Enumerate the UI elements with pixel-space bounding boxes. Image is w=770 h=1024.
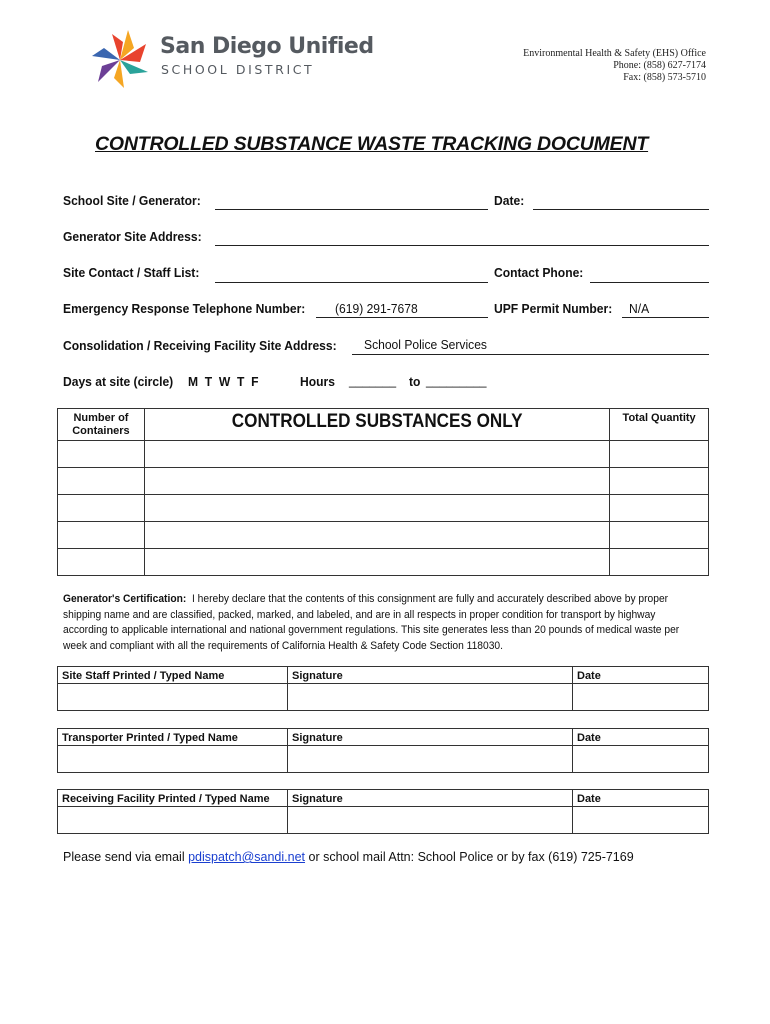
office-phone: Phone: (858) 627-7174 <box>613 60 706 71</box>
containers-cell[interactable] <box>58 522 145 549</box>
name-input[interactable] <box>58 684 288 711</box>
containers-cell[interactable] <box>58 495 145 522</box>
signature-input-row <box>58 746 709 773</box>
date-label-cell: Date <box>573 790 709 807</box>
table-row <box>58 522 709 549</box>
total-quantity-header: Total Quantity <box>610 409 709 441</box>
quantity-cell[interactable] <box>610 441 709 468</box>
signature-input-row <box>58 807 709 834</box>
contact-phone-field[interactable] <box>590 282 709 283</box>
containers-cell[interactable] <box>58 468 145 495</box>
date-input[interactable] <box>573 807 709 834</box>
name-input[interactable] <box>58 746 288 773</box>
signature-label-cell: Signature <box>288 729 573 746</box>
date-label-cell: Date <box>573 667 709 684</box>
signature-header-row <box>58 667 709 684</box>
substance-cell[interactable] <box>144 441 609 468</box>
quantity-cell[interactable] <box>610 549 709 576</box>
signature-label-cell: Signature <box>288 790 573 807</box>
footer-prefix: Please send via email <box>63 850 189 864</box>
certification-text: I hereby declare that the contents of this consignment are fully and accurately described above by proper shipping name and are classified, packed, marked, and labeled, and are in all respects in proper condition for transport by highway according to applicable international and national government regulations. This site generates less than 20 pounds of medical waste per week and compliant with all the requirements of California Health & Safety Code Section 118030. <box>63 593 680 652</box>
footer-suffix: or school mail Attn: School Police or by fax (619) 725-7169 <box>305 850 634 864</box>
substance-cell[interactable] <box>144 522 609 549</box>
transporter-signature-block <box>57 728 709 773</box>
days-options[interactable]: M T W T F <box>188 374 259 389</box>
date-label-cell: Date <box>573 729 709 746</box>
generator-certification <box>63 592 690 654</box>
signature-input[interactable] <box>288 807 573 834</box>
email-link[interactable]: pdispatch@sandi.net <box>188 850 306 864</box>
office-name: Environmental Health & Safety (EHS) Office <box>523 48 706 59</box>
submission-instructions <box>63 850 634 864</box>
signature-input[interactable] <box>288 684 573 711</box>
controlled-substances-table <box>57 408 709 576</box>
school-site-field[interactable] <box>215 209 488 210</box>
upf-permit-field[interactable] <box>622 317 709 318</box>
table-row <box>58 549 709 576</box>
containers-header: Number of Containers <box>58 409 145 441</box>
date-label: Date: <box>494 193 525 208</box>
certification-heading: Generator's Certification: <box>63 593 187 605</box>
generator-address-field[interactable] <box>215 245 709 246</box>
name-label-cell: Transporter Printed / Typed Name <box>58 729 288 746</box>
upf-permit-value: N/A <box>629 301 650 316</box>
name-label-cell: Site Staff Printed / Typed Name <box>58 667 288 684</box>
signature-input-row <box>58 684 709 711</box>
date-input[interactable] <box>573 684 709 711</box>
hours-from-field[interactable]: _______ <box>349 373 397 388</box>
logo-subtitle: SCHOOL DISTRICT <box>161 62 315 77</box>
hours-to-field[interactable]: _________ <box>426 373 487 388</box>
ehs-office-info <box>446 48 706 84</box>
quantity-cell[interactable] <box>610 522 709 549</box>
hours-label: Hours <box>300 374 335 389</box>
signature-input[interactable] <box>288 746 573 773</box>
generator-address-label: Generator Site Address: <box>63 229 202 244</box>
table-row <box>58 495 709 522</box>
quantity-cell[interactable] <box>610 468 709 495</box>
site-contact-label: Site Contact / Staff List: <box>63 265 200 280</box>
days-label: Days at site (circle) <box>63 374 174 389</box>
emergency-phone-label: Emergency Response Telephone Number: <box>63 301 306 316</box>
containers-cell[interactable] <box>58 549 145 576</box>
site-contact-field[interactable] <box>215 282 488 283</box>
star-petal-logo-icon <box>90 28 150 92</box>
substance-cell[interactable] <box>144 468 609 495</box>
consolidation-label: Consolidation / Receiving Facility Site Address: <box>63 338 337 353</box>
quantity-cell[interactable] <box>610 495 709 522</box>
consolidation-field[interactable] <box>352 354 709 355</box>
site-staff-signature-block <box>57 666 709 711</box>
table-header-row <box>58 409 709 441</box>
office-fax: Fax: (858) 573-5710 <box>623 72 706 83</box>
date-field[interactable] <box>533 209 709 210</box>
signature-header-row <box>58 790 709 807</box>
upf-permit-label: UPF Permit Number: <box>494 301 613 316</box>
emergency-phone-value: (619) 291-7678 <box>335 301 418 316</box>
emergency-phone-field[interactable] <box>316 317 488 318</box>
substances-header: CONTROLLED SUBSTANCES ONLY <box>144 409 609 441</box>
district-logo <box>90 28 150 92</box>
name-input[interactable] <box>58 807 288 834</box>
table-row <box>58 441 709 468</box>
date-input[interactable] <box>573 746 709 773</box>
name-label-cell: Receiving Facility Printed / Typed Name <box>58 790 288 807</box>
contact-phone-label: Contact Phone: <box>494 265 584 280</box>
logo-title: San Diego Unified <box>160 34 374 59</box>
substance-cell[interactable] <box>144 549 609 576</box>
signature-label-cell: Signature <box>288 667 573 684</box>
table-row <box>58 468 709 495</box>
school-site-label: School Site / Generator: <box>63 193 201 208</box>
substance-cell[interactable] <box>144 495 609 522</box>
containers-cell[interactable] <box>58 441 145 468</box>
consolidation-value: School Police Services <box>364 337 487 352</box>
receiving-facility-signature-block <box>57 789 709 834</box>
signature-header-row <box>58 729 709 746</box>
hours-to-label: to <box>409 374 421 389</box>
document-title: CONTROLLED SUBSTANCE WASTE TRACKING DOCUMENT <box>95 133 649 155</box>
